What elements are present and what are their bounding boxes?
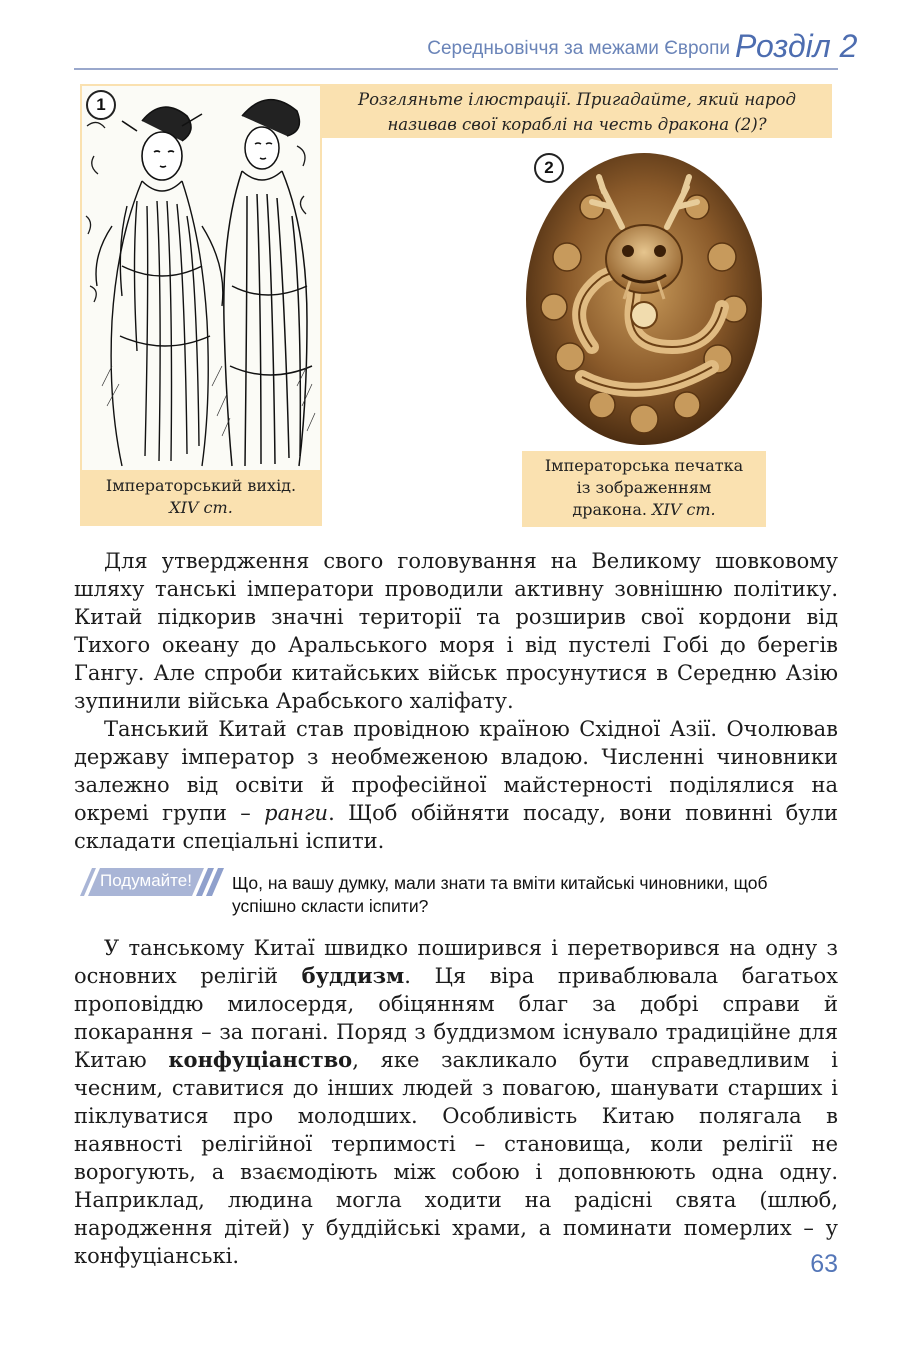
dragon-seal-image [522, 147, 766, 451]
running-header-section: Середньовіччя за межами Європи [427, 38, 730, 59]
paragraph-tang-state-text-1: Танський Китай став провідною країною Східної Азії. Очолював державу імператор з необмеженою владою. Численні чиновники залежно від освіти й професійної майстерності поділялися на окремі групи – [74, 717, 838, 825]
running-header-chapter: Розділ 2 [735, 28, 858, 64]
question-line-1: Розгляньте ілюстрації. Пригадайте, який народ [358, 90, 796, 109]
figure-imperial-procession [80, 84, 322, 526]
illustration-question [322, 84, 832, 138]
paragraph-tang-state [74, 715, 838, 855]
paragraph-tang-state-text-2: . Щоб обійняти посаду, вони повинні були складати спеціальні іспити. [74, 801, 838, 853]
figure-2-caption [522, 455, 766, 521]
figure-1-caption-title: Імператорський вихід. [105, 476, 297, 495]
figure-2-caption-line-2: із зображенням [576, 478, 712, 497]
header-rule [74, 68, 838, 70]
figure-1-caption [80, 475, 322, 519]
think-question [232, 872, 842, 918]
term-ranks: ранги [264, 801, 329, 825]
figure-number-2: 2 [534, 153, 564, 183]
paragraph-foreign-policy: Для утвердження свого головування на Великому шовковому шляху танські імператори проводили активну зовнішню політику. Китай підкорив значні території та розширив свої кордони від Тихого океану до Аральського моря і від пустелі Гобі до берегів Гангу. Але спроби китайських військ просунутися в Середню Азію зупинили війська Арабського халіфату. [74, 549, 838, 713]
figure-imperial-seal [522, 147, 766, 527]
figure-1-caption-date: XIV ст. [169, 498, 233, 517]
term-confucianism: конфуціанство [168, 1047, 353, 1072]
page-number: 63 [810, 1250, 838, 1278]
figure-2-caption-line-3 [522, 499, 766, 521]
procession-illustration [82, 86, 320, 470]
think-question-line-2: успішно скласти іспити? [232, 896, 429, 916]
paragraph-religions-text-3: , яке закликало бути справедливим і чесним, ставитися до інших людей з повагою, шанувати старших і піклуватися про молодших. Особливість Китаю полягала в наявності релігійної терпимості – становища, коли релігії не ворогують, а взаємодіють між собою і доповнюють одна одну. Наприклад, людина могла ходити на радісні свята (шлюб, народження дітей) у буддійські храми, а поминати померлих – у конфуціанські. [74, 1048, 838, 1268]
paragraph-religions [74, 934, 838, 1270]
figure-2-caption-subject: дракона. [572, 500, 653, 519]
paragraph-religions-text-2: . Ця віра приваблювала багатьох проповіддю милосердя, обіцянням благ за добрі справи й покарання – за погані. Поряд з буддизмом існувало традиційне для Китаю [74, 964, 838, 1072]
paragraph-religions-text-1: У танському Китаї швидко поширився і перетворився на одну з основних релігій [74, 936, 838, 988]
think-label [74, 868, 229, 896]
term-buddhism: буддизм [301, 963, 405, 988]
figure-number-1: 1 [86, 90, 116, 120]
think-label-text: Подумайте! [100, 871, 192, 890]
think-question-line-1: Що, на вашу думку, мали знати та вміти китайські чиновники, щоб [232, 873, 768, 893]
figure-2-caption-line-1: Імператорська печатка [544, 456, 744, 475]
question-line-2: називав свої кораблі на честь дракона (2)? [387, 115, 767, 134]
figure-2-caption-date: XIV ст. [652, 500, 716, 519]
